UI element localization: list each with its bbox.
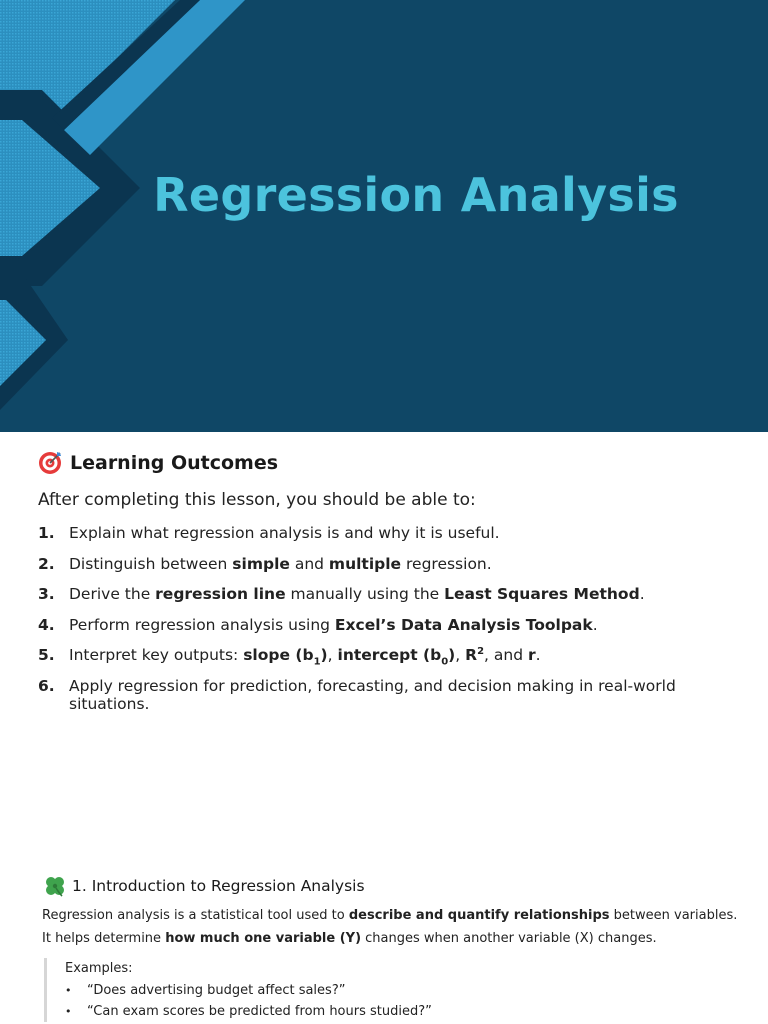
example-item: [65, 1001, 744, 1022]
examples-list: [65, 980, 744, 1022]
text-run: , and: [484, 646, 528, 665]
text-run: .: [639, 585, 645, 603]
bullet-icon: •: [65, 1005, 72, 1018]
text-run: multiple: [328, 554, 402, 573]
text-run: changes when another variable (X) changes.: [361, 931, 657, 946]
text-run: .: [592, 615, 598, 634]
item-number: 4.: [38, 615, 55, 634]
text-run: manually using the: [285, 585, 445, 603]
title-banner: [0, 0, 768, 432]
item-number: 1.: [38, 524, 55, 542]
text-run: 2: [477, 646, 485, 657]
examples-label: Examples:: [65, 961, 133, 976]
text-run: regression line: [155, 585, 286, 603]
item-text: [69, 555, 492, 573]
learning-outcomes-title: Learning Outcomes: [70, 452, 279, 474]
learning-outcome-item: [38, 616, 738, 647]
text-run: Distinguish between: [69, 554, 233, 573]
example-item: [65, 980, 744, 1001]
text-run: ,: [327, 646, 338, 665]
text-run: 1: [313, 656, 321, 668]
text-run: Regression analysis is a statistical tool used to: [42, 908, 349, 923]
text-run: Explain what regression analysis is and why it is useful.: [69, 524, 500, 542]
text-run: Interpret key outputs:: [69, 646, 244, 665]
section-heading: [44, 874, 744, 898]
example-text: “Can exam scores be predicted from hours studied?”: [87, 1004, 432, 1019]
item-number: 6.: [38, 676, 55, 695]
learning-outcomes-heading: [38, 448, 738, 478]
example-text: “Does advertising budget affect sales?”: [87, 983, 346, 998]
item-number: 5.: [38, 646, 55, 665]
learning-outcome-item: [38, 646, 738, 677]
text-run: simple: [232, 554, 290, 573]
item-text: [69, 616, 598, 634]
text-run: describe and quantify relationships: [348, 908, 610, 923]
bullet-icon: •: [65, 984, 72, 997]
clover-icon: [44, 875, 66, 897]
learning-outcomes-section: [38, 448, 738, 713]
text-run: Derive the: [69, 585, 156, 603]
text-run: regression.: [401, 554, 492, 573]
text-run: intercept (b: [337, 646, 442, 665]
item-text: [69, 585, 645, 603]
learning-outcome-item: [38, 524, 738, 555]
learning-outcomes-intro: After completing this lesson, you should be able to:: [38, 490, 476, 510]
text-run: 0: [441, 656, 449, 668]
text-run: ): [320, 646, 328, 665]
text-run: Least Squares Method: [444, 585, 640, 603]
item-number: 2.: [38, 554, 55, 573]
intro-paragraph-1: [42, 904, 744, 927]
learning-outcomes-list: [38, 524, 738, 713]
text-run: Excel’s Data Analysis Toolpak: [334, 615, 593, 634]
item-number: 3.: [38, 585, 55, 603]
item-text: [69, 524, 500, 542]
text-run: R: [465, 646, 478, 665]
text-run: and: [289, 554, 329, 573]
section-title: 1. Introduction to Regression Analysis: [72, 877, 365, 895]
text-run: slope (b: [243, 646, 314, 665]
text-run: how much one variable (Y): [165, 931, 362, 946]
text-run: Perform regression analysis using: [69, 615, 335, 634]
intro-paragraph-2: [42, 927, 744, 950]
text-run: Apply regression for prediction, forecasting, and decision making in real-world situations.: [69, 676, 676, 713]
text-run: r: [527, 646, 536, 665]
page-title: Regression Analysis: [153, 168, 679, 222]
item-text: [69, 646, 541, 667]
learning-outcome-item: [38, 585, 738, 616]
text-run: between variables.: [609, 908, 738, 923]
text-run: ,: [455, 646, 466, 665]
text-run: It helps determine: [42, 931, 166, 946]
text-run: .: [535, 646, 541, 665]
examples-block: [44, 958, 744, 1022]
item-text: [69, 677, 738, 713]
learning-outcome-item: [38, 676, 738, 713]
introduction-section: [44, 874, 744, 1022]
target-icon: [38, 451, 62, 475]
text-run: ): [448, 646, 456, 665]
learning-outcome-item: [38, 555, 738, 586]
